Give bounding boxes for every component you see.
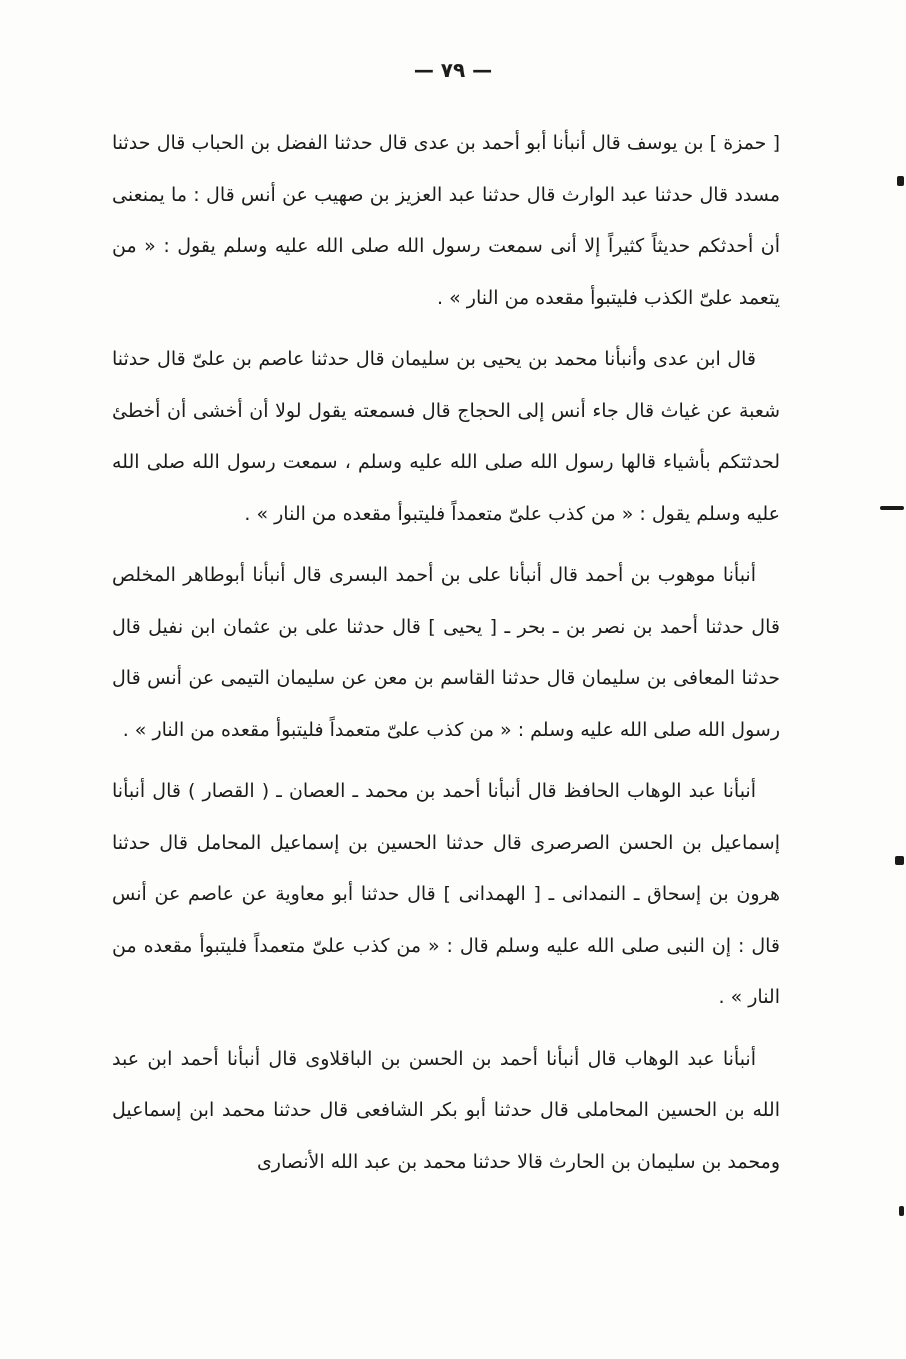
paragraph-1: [ حمزة ] بن يوسف قال أنبأنا أبو أحمد بن عدى قال حدثنا الفضل بن الحباب قال حدثنا مسدد قال حدثنا عبد الوارث قال حدثنا عبد العزيز بن صهيب عن أنس قال : ما يمنعنى أن أحدثكم حديثاً كثيراً إلا أنى سمعت رسول الله صلى الله عليه وسلم يقول : « من يتعمد علىّ الكذب فليتبوأ مقعده من النار » .	[112, 132, 780, 309]
paragraph-5: أنبأنا عبد الوهاب قال أنبأنا أحمد بن الحسن بن الباقلاوى قال أنبأنا أحمد ابن عبد الله بن الحسين المحاملى قال حدثنا أبو بكر الشافعى قال حدثنا محمد ابن إسماعيل ومحمد بن سليمان بن الحارث قالا حدثنا محمد بن عبد الله الأنصارى	[112, 1047, 780, 1173]
body-text	[112, 118, 780, 1198]
paragraph-2: قال ابن عدى وأنبأنا محمد بن يحيى بن سليمان قال حدثنا عاصم بن علىّ قال حدثنا شعبة عن غياث قال جاء أنس إلى الحجاج قال فسمعته يقول لولا أن أخشى أن أخطئ لحدثتكم بأشياء قالها رسول الله صلى الله عليه وسلم ، سمعت رسول الله صلى الله عليه وسلم يقول : « من كذب علىّ متعمداً فليتبوأ مقعده من النار » .	[112, 348, 780, 525]
scan-edge-mark	[895, 856, 904, 865]
paragraph-3: أنبأنا موهوب بن أحمد قال أنبأنا على بن أحمد البسرى قال أنبأنا أبوطاهر المخلص قال حدثنا أحمد بن نصر بن ـ بحر ـ [ يحيى ] قال حدثنا على بن عثمان ابن نفيل قال حدثنا المعافى بن سليمان قال حدثنا القاسم بن معن عن سليمان التيمى عن أنس قال رسول الله صلى الله عليه وسلم : « من كذب علىّ متعمداً فليتبوأ مقعده من النار » .	[112, 564, 780, 741]
paragraph-4: أنبأنا عبد الوهاب الحافظ قال أنبأنا أحمد بن محمد ـ العصان ـ ( القصار ) قال أنبأنا إسماعيل بن الحسن الصرصرى قال حدثنا الحسين بن إسماعيل المحامل قال حدثنا هرون بن إسحاق ـ النمدانى ـ [ الهمدانى ] قال حدثنا أبو معاوية عن عاصم عن أنس قال : إن النبى صلى الله عليه وسلم قال : « من كذب علىّ متعمداً فليتبوأ مقعده من النار » .	[112, 780, 780, 1008]
scan-edge-mark	[899, 1206, 904, 1216]
scan-edge-mark	[897, 176, 904, 186]
scan-edge-mark	[880, 506, 904, 510]
page-number: — ٧٩ —	[413, 58, 493, 82]
